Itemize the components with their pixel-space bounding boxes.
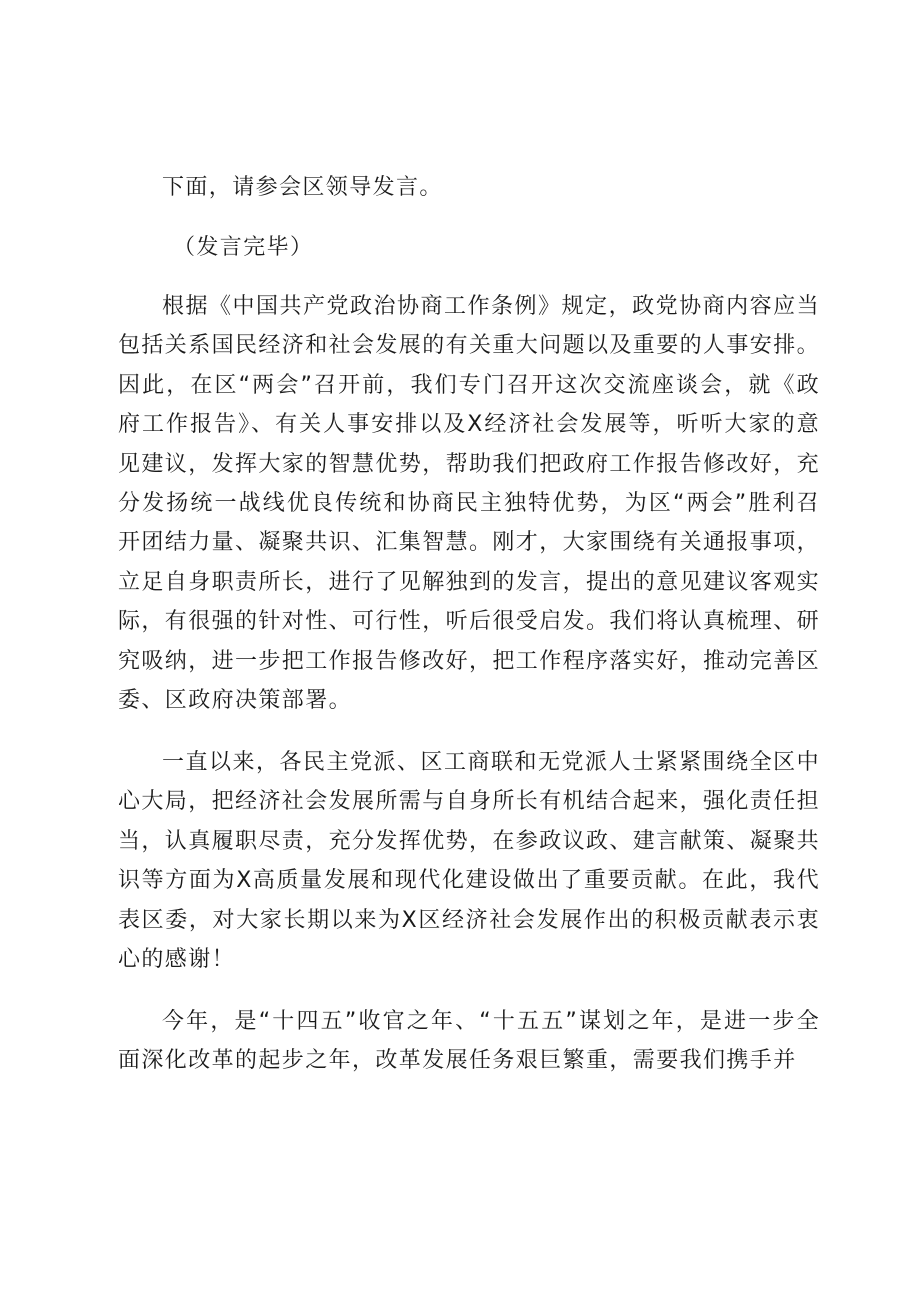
document-body-this-year: [118, 1002, 820, 1082]
document-body-main: [118, 287, 820, 720]
document-body-note: [118, 228, 820, 267]
paragraph-consultation-summary: 根据《中国共产党政治协商工作条例》规定，政党协商内容应当包括关系国民经济和社会发展的有关重大问题以及重要的人事安排。因此，在区“两会”召开前，我们专门召开这次交流座谈会，就《政府工作报告》、有关人事安排以及X经济社会发展等，听听大家的意见建议，发挥大家的智慧优势，帮助我们把政府工作报告修改好，充分发扬统一战线优良传统和协商民主独特优势，为区“两会”胜利召开团结力量、凝聚共识、汇集智慧。刚才，大家围绕有关通报事项，立足自身职责所长，进行了见解独到的发言，提出的意见建议客观实际，有很强的针对性、可行性，听后很受启发。我们将认真梳理、研究吸纳，进一步把工作报告修改好，把工作程序落实好，推动完善区委、区政府决策部署。: [118, 294, 821, 714]
paragraph-speech-invitation: 下面，请参会区领导发言。: [162, 175, 443, 200]
paragraph-this-year: 今年，是“十四五”收官之年、“十五五”谋划之年，是进一步全面深化改革的起步之年，改革发展任务艰巨繁重，需要我们携手并: [118, 1009, 820, 1074]
paragraph-thanks: 一直以来，各民主党派、区工商联和无党派人士紧紧围绕全区中心大局，把经济社会发展所需与自身所长有机结合起来，强化责任担当，认真履职尽责，充分发挥优势，在参政议政、建言献策、凝聚共识等方面为X高质量发展和现代化建设做出了重要贡献。在此，我代表区委，对大家长期以来为X区经济社会发展作出的积极贡献表示衷心的感谢！: [118, 750, 821, 973]
document-body-intro: [118, 168, 820, 207]
document-body-thanks: [118, 743, 820, 979]
paragraph-speech-finished-note: （发言完毕）: [173, 235, 314, 260]
